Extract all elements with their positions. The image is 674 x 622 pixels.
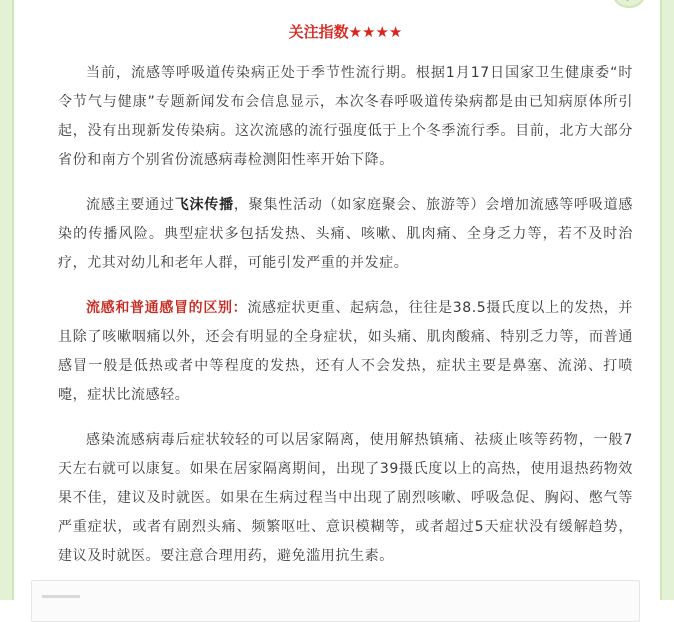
article-content [58, 0, 633, 587]
attention-index-heading: 关注指数★★★★ [288, 23, 403, 41]
paragraph-current-situation: 当前，流感等呼吸道传染病正处于季节性流行期。根据1月17日国家卫生健康委“时令节气与健康”专题新闻发布会信息显示，本次冬春呼吸道传染病都是由已知病原体所引起，没有出现新发传染病。这次流感的流行强度低于上个冬季流行季。目前，北方大部分省份和南方个别省份流感病毒检测阳性率开始下降。 [58, 65, 633, 168]
transmission-mode-highlight: 飞沫传播 [174, 197, 234, 213]
next-section-box [31, 580, 640, 622]
transmission-text-before: 流感主要通过 [86, 197, 175, 213]
paragraph-treatment-advice: 感染流感病毒后症状较轻的可以居家隔离，使用解热镇痛、祛痰止咳等药物，一般7天左右就可以康复。如果在居家隔离期间，出现了39摄氏度以上的高热，使用退热药物效果不佳，建议及时就医。如果在生病过程当中出现了剧烈咳嗽、呼吸急促、胸闷、憋气等严重症状，或者有剧烈头痛、频繁呕吐、意识模糊等，或者超过5天症状没有缓解趋势，建议及时就医。要注意合理用药，避免滥用抗生素。 [58, 432, 633, 564]
transmission-text-after: ，聚集性活动（如家庭聚会、旅游等）会增加流感等呼吸道感染的传播风险。典型症状多包括发热、头痛、咳嗽、肌肉痛、全身乏力等，若不及时治疗，尤其对幼儿和老年人群，可能引发严重的并发症。 [58, 197, 633, 271]
flu-vs-cold-highlight: 流感和普通感冒的区别： [86, 300, 248, 316]
next-section-title-stub [42, 595, 80, 598]
paragraph-flu-vs-cold [58, 294, 633, 410]
paragraph-transmission [58, 191, 633, 278]
left-frame-border [0, 0, 14, 600]
flu-vs-cold-text: 流感症状更重、起病急，往往是38.5摄氏度以上的发热，并且除了咳嗽咽痛以外，还会有明显的全身症状，如头痛、肌肉酸痛、特别乏力等，而普通感冒一般是低热或者中等程度的发热，还有人不会发热，症状主要是鼻塞、流涕、打喷嚏，症状比流感轻。 [58, 300, 633, 403]
right-frame-border [660, 0, 674, 600]
